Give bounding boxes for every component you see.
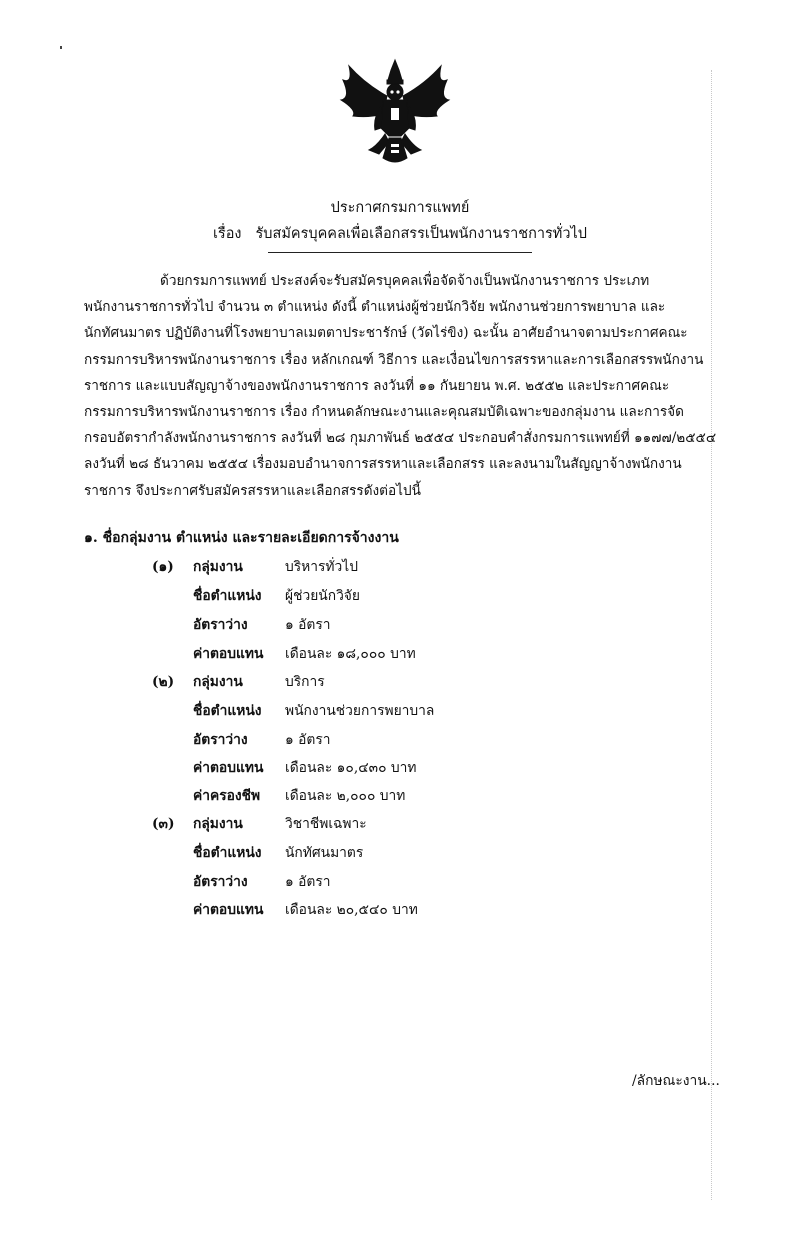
field-value: ๑ อัตรา bbox=[285, 874, 331, 890]
paragraph-line: ลงวันที่ ๒๘ ธันวาคม ๒๕๕๔ เรื่องมอบอำนาจการสรรหาและเลือกสรร และลงนามในสัญญาจ้างพนักงาน bbox=[84, 456, 682, 473]
field-value: เดือนละ ๒,๐๐๐ บาท bbox=[285, 788, 406, 804]
field-label: อัตราว่าง bbox=[193, 874, 248, 890]
field-label: ชื่อตำแหน่ง bbox=[193, 703, 262, 719]
field-value: บริหารทั่วไป bbox=[285, 559, 358, 575]
group-number: (๒) bbox=[152, 674, 175, 690]
paragraph-line: ราชการ และแบบสัญญาจ้างของพนักงานราชการ ลงวันที่ ๑๑ กันยายน พ.ศ. ๒๕๕๒ และประกาศคณะ bbox=[84, 377, 670, 394]
paragraph-line: กรรมการบริหารพนักงานราชการ เรื่อง กำหนดลักษณะงานและคุณสมบัติเฉพาะของกลุ่มงาน และการจัด bbox=[84, 404, 684, 421]
field-value: พนักงานช่วยการพยาบาล bbox=[285, 703, 435, 719]
field-label: กลุ่มงาน bbox=[193, 674, 243, 690]
field-value: วิชาชีพเฉพาะ bbox=[285, 816, 367, 832]
intro-paragraph bbox=[84, 268, 724, 504]
field-label: ค่าครองชีพ bbox=[193, 788, 261, 804]
field-label: อัตราว่าง bbox=[193, 617, 248, 633]
field-value: เดือนละ ๒๐,๕๔๐ บาท bbox=[285, 902, 418, 918]
field-label: ชื่อตำแหน่ง bbox=[193, 845, 262, 861]
subject-text: รับสมัครบุคคลเพื่อเลือกสรรเป็นพนักงานราชการทั่วไป bbox=[255, 226, 588, 242]
field-value: ผู้ช่วยนักวิจัย bbox=[285, 588, 360, 604]
announcement-title: ประกาศกรมการแพทย์ bbox=[330, 200, 470, 216]
paragraph-line: พนักงานราชการทั่วไป จำนวน ๓ ตำแหน่ง ดังนี้ ตำแหน่งผู้ช่วยนักวิจัย พนักงานช่วยการพยาบาล และ bbox=[84, 299, 666, 316]
title-underline bbox=[268, 252, 532, 253]
announcement-subject bbox=[0, 222, 800, 245]
paragraph-line: ราชการ จึงประกาศรับสมัครสรรหาและเลือกสรรดังต่อไปนี้ bbox=[84, 482, 421, 499]
field-value: ๑ อัตรา bbox=[285, 617, 331, 633]
field-label: ค่าตอบแทน bbox=[193, 902, 264, 918]
field-value: เดือนละ ๑๐,๔๓๐ บาท bbox=[285, 760, 417, 776]
field-label: กลุ่มงาน bbox=[193, 816, 243, 832]
field-label: ชื่อตำแหน่ง bbox=[193, 588, 262, 604]
field-label: ค่าตอบแทน bbox=[193, 646, 264, 662]
garuda-emblem-icon bbox=[335, 58, 455, 168]
paragraph-line: กรรมการบริหารพนักงานราชการ เรื่อง หลักเกณฑ์ วิธีการ และเงื่อนไขการสรรหาและการเลือกสรรพนักงาน bbox=[84, 351, 704, 368]
group-number: (๑) bbox=[152, 559, 174, 575]
subject-label: เรื่อง bbox=[212, 226, 242, 242]
group-number: (๓) bbox=[152, 816, 175, 832]
scan-speck bbox=[60, 46, 62, 49]
continuation-note: /ลักษณะงาน... bbox=[632, 1073, 720, 1089]
field-value: นักทัศนมาตร bbox=[285, 845, 364, 861]
section-heading: ๑. ชื่อกลุ่มงาน ตำแหน่ง และรายละเอียดการจ้างงาน bbox=[84, 530, 399, 546]
field-label: กลุ่มงาน bbox=[193, 559, 243, 575]
field-label: ค่าตอบแทน bbox=[193, 760, 264, 776]
field-value: บริการ bbox=[285, 674, 325, 690]
field-value: เดือนละ ๑๘,๐๐๐ บาท bbox=[285, 646, 416, 662]
paragraph-line: กรอบอัตรากำลังพนักงานราชการ ลงวันที่ ๒๘ กุมภาพันธ์ ๒๕๕๔ ประกอบคำสั่งกรมการแพทย์ที่ ๑๑๗๗/๒๕๕๔ bbox=[84, 430, 717, 447]
field-value: ๑ อัตรา bbox=[285, 732, 331, 748]
field-label: อัตราว่าง bbox=[193, 732, 248, 748]
paragraph-line: ด้วยกรมการแพทย์ ประสงค์จะรับสมัครบุคคลเพื่อจัดจ้างเป็นพนักงานราชการ ประเภท bbox=[160, 273, 650, 289]
paragraph-line: นักทัศนมาตร ปฏิบัติงานที่โรงพยาบาลเมตตาประชารักษ์ (วัดไร่ขิง) ฉะนั้น อาศัยอำนาจตามประกาศคณะ bbox=[84, 325, 688, 342]
